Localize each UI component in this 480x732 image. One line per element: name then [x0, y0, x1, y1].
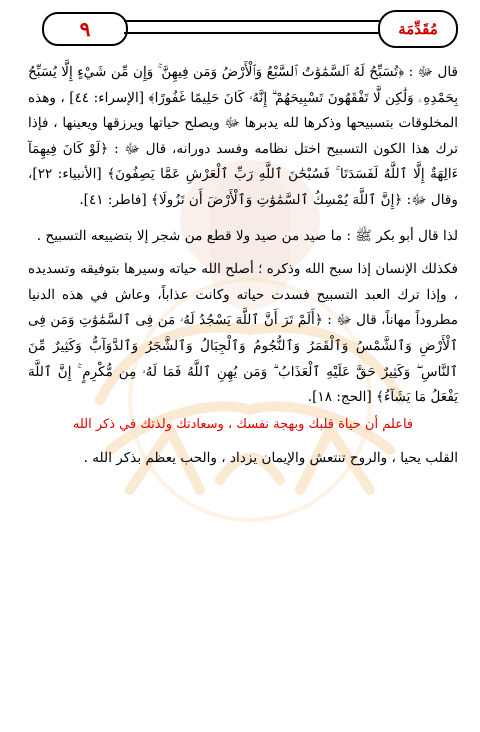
section-title-badge [378, 10, 458, 48]
header-rule [124, 20, 398, 22]
page-number-badge [42, 12, 128, 46]
closing-paragraph: القلب يحيا ، والروح تنتعش والإيمان يزداد ، والحب يعظم بذكر الله . [83, 449, 458, 466]
page-header [40, 6, 458, 48]
page-body [28, 60, 458, 471]
section-title: مُقَدِّمَة [398, 20, 438, 38]
body-paragraph: لذا قال أبو بكر ﷺ : ما صيد من صيد ولا قطع من شجر إلا بتضييعه التسبيح . [36, 227, 458, 244]
page-number: ٩ [79, 17, 91, 41]
highlight-text: فاعلم أن حياة قلبك وبهجة نفسك ، وسعادتك ولذتك في ذكر الله [72, 416, 414, 432]
body-paragraph: فكذلك الإنسان إذا سبح الله وذكره ؛ أصلح الله حياته وسيرها بتوفيقه وتسديده ، وإذا ترك العبد التسبيح فسدت حياته وكانت عذاباً، وعاش في هذه الدنيا مطروداً مهاناً، قال ﷻ : ﴿أَلَمْ تَرَ أَنَّ ٱللَّهَ يَسْجُدُ لَهُۥ مَن فِى ٱلسَّمَٰوَٰتِ وَمَن فِى ٱلْأَرْضِ وَٱلشَّمْسُ وَٱلْقَمَرُ وَٱلنُّجُومُ وَٱلْجِبَالُ وَٱلشَّجَرُ وَٱلدَّوَآبُّ وَكَثِيرٌ مِّنَ ٱلنَّاسِ ۖ وَكَثِيرٌ حَقَّ عَلَيْهِ ٱلْعَذَابُ ۗ وَمَن يُهِنِ ٱللَّهُ فَمَا لَهُۥ مِن مُّكْرِمٍ ۚ إِنَّ ٱللَّهَ يَفْعَلُ مَا يَشَآءُ﴾ [الحج: ١٨]. [28, 261, 458, 406]
body-paragraph: قال ﷻ : ﴿تُسَبِّحُ لَهُ ٱلسَّمَٰوَٰتُ ٱلسَّبْعُ وَٱلْأَرْضُ وَمَن فِيهِنَّ ۚ وَإِن مِّن شَيْءٍ إِلَّا يُسَبِّحُ بِحَمْدِهِۦ وَلَٰكِن لَّا تَفْقَهُونَ تَسْبِيحَهُمْ ۗ إِنَّهُۥ كَانَ حَلِيمًا غَفُورًا﴾ [الإسراء: ٤٤] ، وهذه المخلوقات بتسبيحها وذكرها لله يدبرها ﷻ ويصلح حياتها ويرزقها ويعينها ، فإذا ترك هذا الكون التسبيح اختل نظامه وفسد دورانه، قال ﷻ : ﴿لَوْ كَانَ فِيهِمَآ ءَالِهَةٌ إِلَّا ٱللَّهُ لَفَسَدَتَا ۚ فَسُبْحَٰنَ ٱللَّهِ رَبِّ ٱلْعَرْشِ عَمَّا يَصِفُونَ﴾ [الأنبياء: ٢٢]، وقال ﷻ: ﴿إِنَّ ٱللَّهَ يُمْسِكُ ٱلسَّمَٰوَٰتِ وَٱلْأَرْضَ أَن تَزُولَا﴾ [فاطر: ٤١]. [28, 64, 459, 208]
header-rule [124, 32, 398, 34]
